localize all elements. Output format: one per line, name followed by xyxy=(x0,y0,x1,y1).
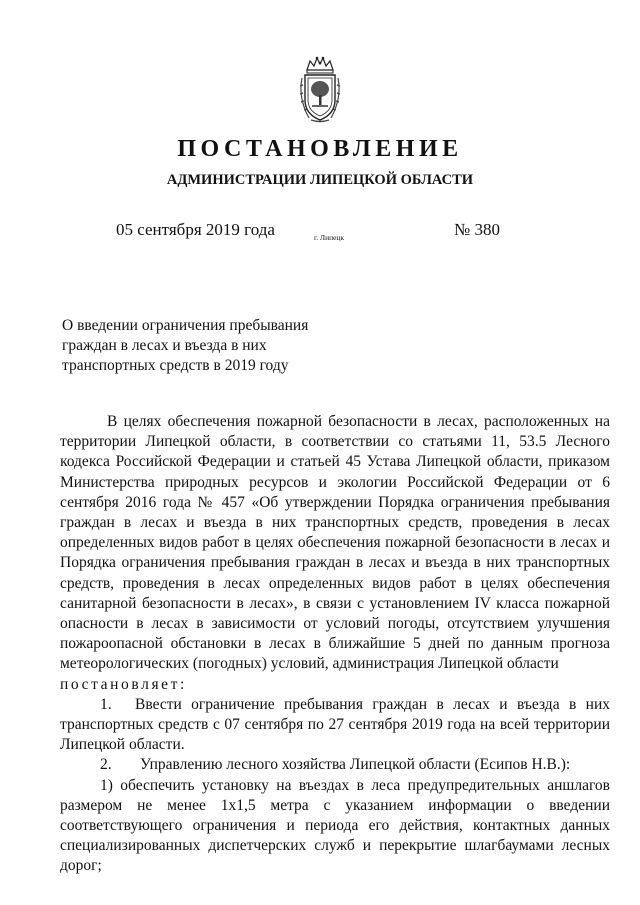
clause-number: 2. xyxy=(100,756,112,774)
clause-1 xyxy=(60,695,610,756)
subject-line: О введении ограничения пребывания xyxy=(62,317,309,334)
document-date: 05 сентября 2019 года xyxy=(116,220,275,239)
decree-word: постановляет: xyxy=(60,675,187,693)
document-city: г. Липецк xyxy=(314,233,345,242)
clause-text: Ввести ограничение пребывания граждан в лесах и въезда в них транспортных средств с 07 сентября по 27 сентября 2019 года на всей территории Липецкой области. xyxy=(60,695,610,754)
subject-line: граждан в лесах и въезда в них xyxy=(62,337,267,354)
coat-of-arms-emblem xyxy=(297,56,343,124)
clause-text: Управлению лесного хозяйства Липецкой области (Есипов Н.В.): xyxy=(140,756,571,774)
document-number: № 380 xyxy=(454,220,500,239)
clause-number: 1. xyxy=(100,695,112,713)
preamble-paragraph: В целях обеспечения пожарной безопасности в лесах, расположенных на территории Липецкой области, в соответствии со статьями 11, 53.5 Лесного кодекса Российской Федерации и статьей 45 Устава Липецкой области, приказом Министерства природных ресурсов и экологии Российской Федерации от 6 сентября 2016 года № 457 «Об утверждении Порядка ограничения пребывания граждан в лесах и въезда в них транспортных средств, проведения в лесах определенных видов работ в целях обеспечения пожарной безопасности в лесах и Порядка ограничения пребывания граждан в лесах и въезда в них транспортных средств, проведения в лесах определенных видов работ в целях обеспечения санитарной безопасности в лесах», в связи с установлением IV класса пожарной опасности в лесах в зависимости от условий погоды, отсутствием улучшения пожароопасной обстановки в лесах в ближайшие 5 дней по данным прогноза метеорологических (погодных) условий, администрация Липецкой области xyxy=(60,413,610,673)
subject-line: транспортных средств в 2019 году xyxy=(62,357,289,374)
document-subtitle: АДМИНИСТРАЦИИ ЛИПЕЦКОЙ ОБЛАСТИ xyxy=(166,172,474,188)
subclause-1: 1) обеспечить установку на въездах в леса предупредительных аншлагов размером не менее 1х1,5 метра с указанием информации о введении соответствующего ограничения и периода его действия, контактных данных специализированных диспетчерских служб и перекрытие шлагбаумами лесных дорог; xyxy=(60,776,610,875)
document-body xyxy=(60,412,610,877)
clause-2 xyxy=(60,755,610,775)
document-subject xyxy=(62,316,308,376)
document-title: ПОСТАНОВЛЕНИЕ xyxy=(177,136,463,162)
